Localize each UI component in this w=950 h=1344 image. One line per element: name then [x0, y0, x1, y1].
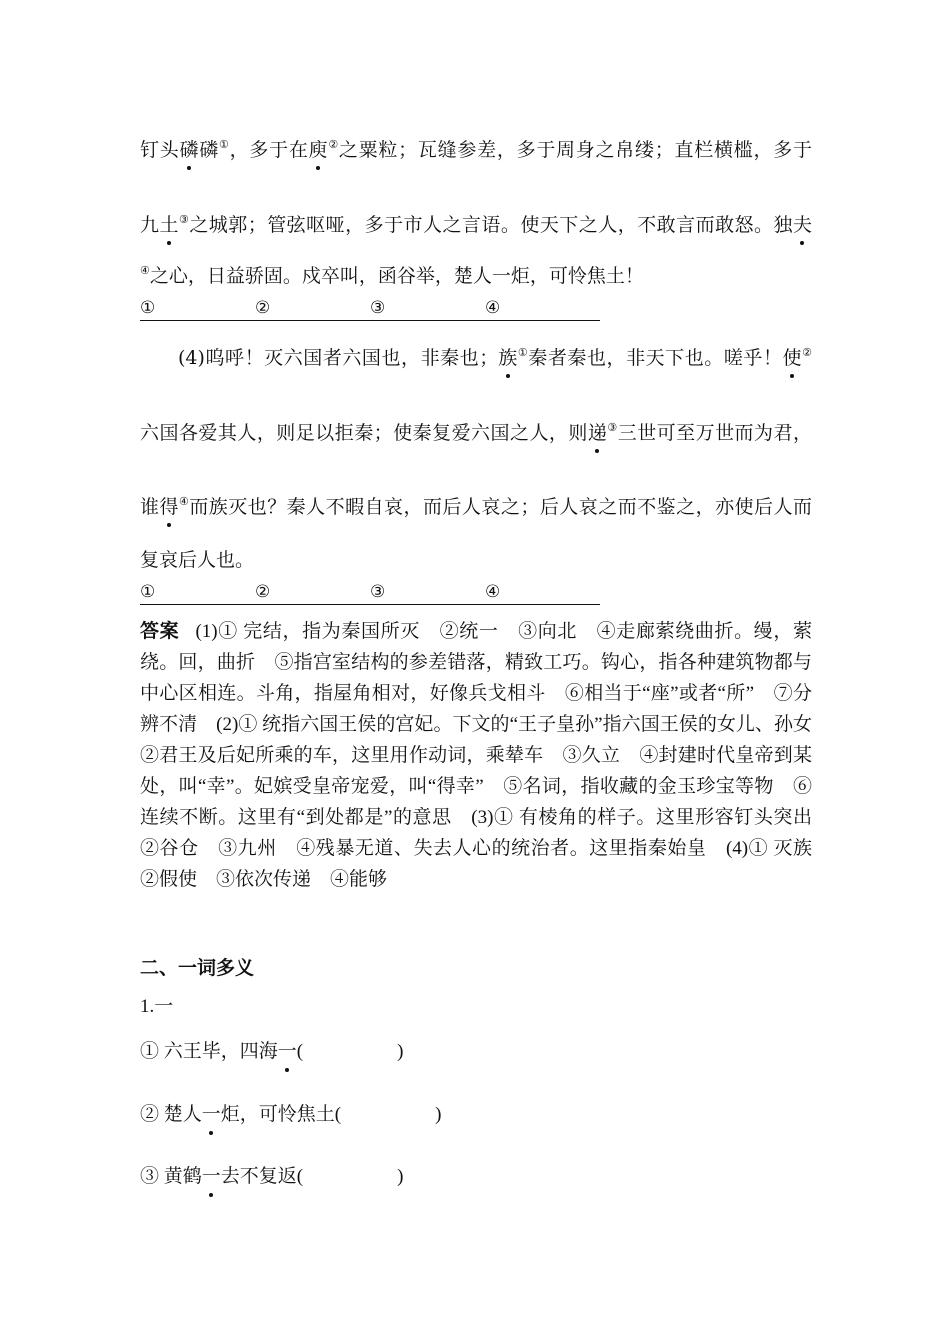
passage-line: 复哀后人也。 [140, 549, 255, 571]
answer-block [140, 616, 832, 895]
item-heading: 1.一 [140, 996, 174, 1017]
passage-line: 钉头磷磷①，多于在庾②之粟粒；瓦缝参差，多于周身之帛缕；直栏横槛，多于 [140, 138, 812, 161]
answer-text: (1)① 完结，指为秦国所灭 ②统一 ③向北 ④走廊萦绕曲折。缦，萦绕。回，曲折 ⑤指宫室结构的参差错落，精致工巧。钩心，指各种建筑物都与中心区相连。斗角，指屋角相对，好像兵戈相斗 ⑥相当于“座”或者“所” ⑦分辨不清 (2)① 统指六国王侯的宫妃。下文的“王子皇孙”指六国王侯的女儿、孙女 ②君王及后妃所乘的车，这里用作动词，乘辇车 ③久立 ④封建时代皇帝到某处，叫“幸”。妃嫔受皇帝宠爱，叫“得幸” ⑤名词，指收藏的金玉珍宝等物 ⑥连续不断。这里有“到处都是”的意思 (3)① 有棱角的样子。这里形容钉头突出 ②谷仓 ③九州 ④残暴无道、失去人心的统治者。这里指秦始皇 (4)① 灭族 ②假使 ③依次传递 ④能够 [140, 621, 832, 890]
passage-line: ④之心，日益骄固。戍卒叫，函谷举，楚人一炬，可怜焦土！ [140, 264, 644, 287]
section-heading: 二、一词多义 [140, 958, 255, 979]
passage-line: 六国各爱其人，则足以拒秦；使秦复爱六国之人，则递③三世可至万世而为君， [140, 421, 812, 444]
passage-line: 九土③之城郭；管弦呕哑，多于市人之言语。使天下之人，不敢言而敢怒。独夫 [140, 213, 812, 236]
fill-in-blanks[interactable]: ① ② ③ ④ [140, 298, 600, 321]
passage-line: 谁得④而族灭也？秦人不暇自哀，而后人哀之；后人哀之而不鉴之，亦使后人而 [140, 495, 812, 518]
answer-label: 答案 [140, 621, 180, 642]
question-2: ② 楚人一炬，可怜焦土( ) [140, 1104, 442, 1125]
passage-line: (4)呜呼！灭六国者六国也，非秦也；族①秦者秦也，非天下也。嗟乎！使② [178, 346, 812, 369]
fill-in-blanks[interactable]: ① ② ③ ④ [140, 582, 600, 605]
question-1: ① 六王毕，四海一( ) [140, 1041, 404, 1062]
question-3: ③ 黄鹤一去不复返( ) [140, 1166, 404, 1187]
